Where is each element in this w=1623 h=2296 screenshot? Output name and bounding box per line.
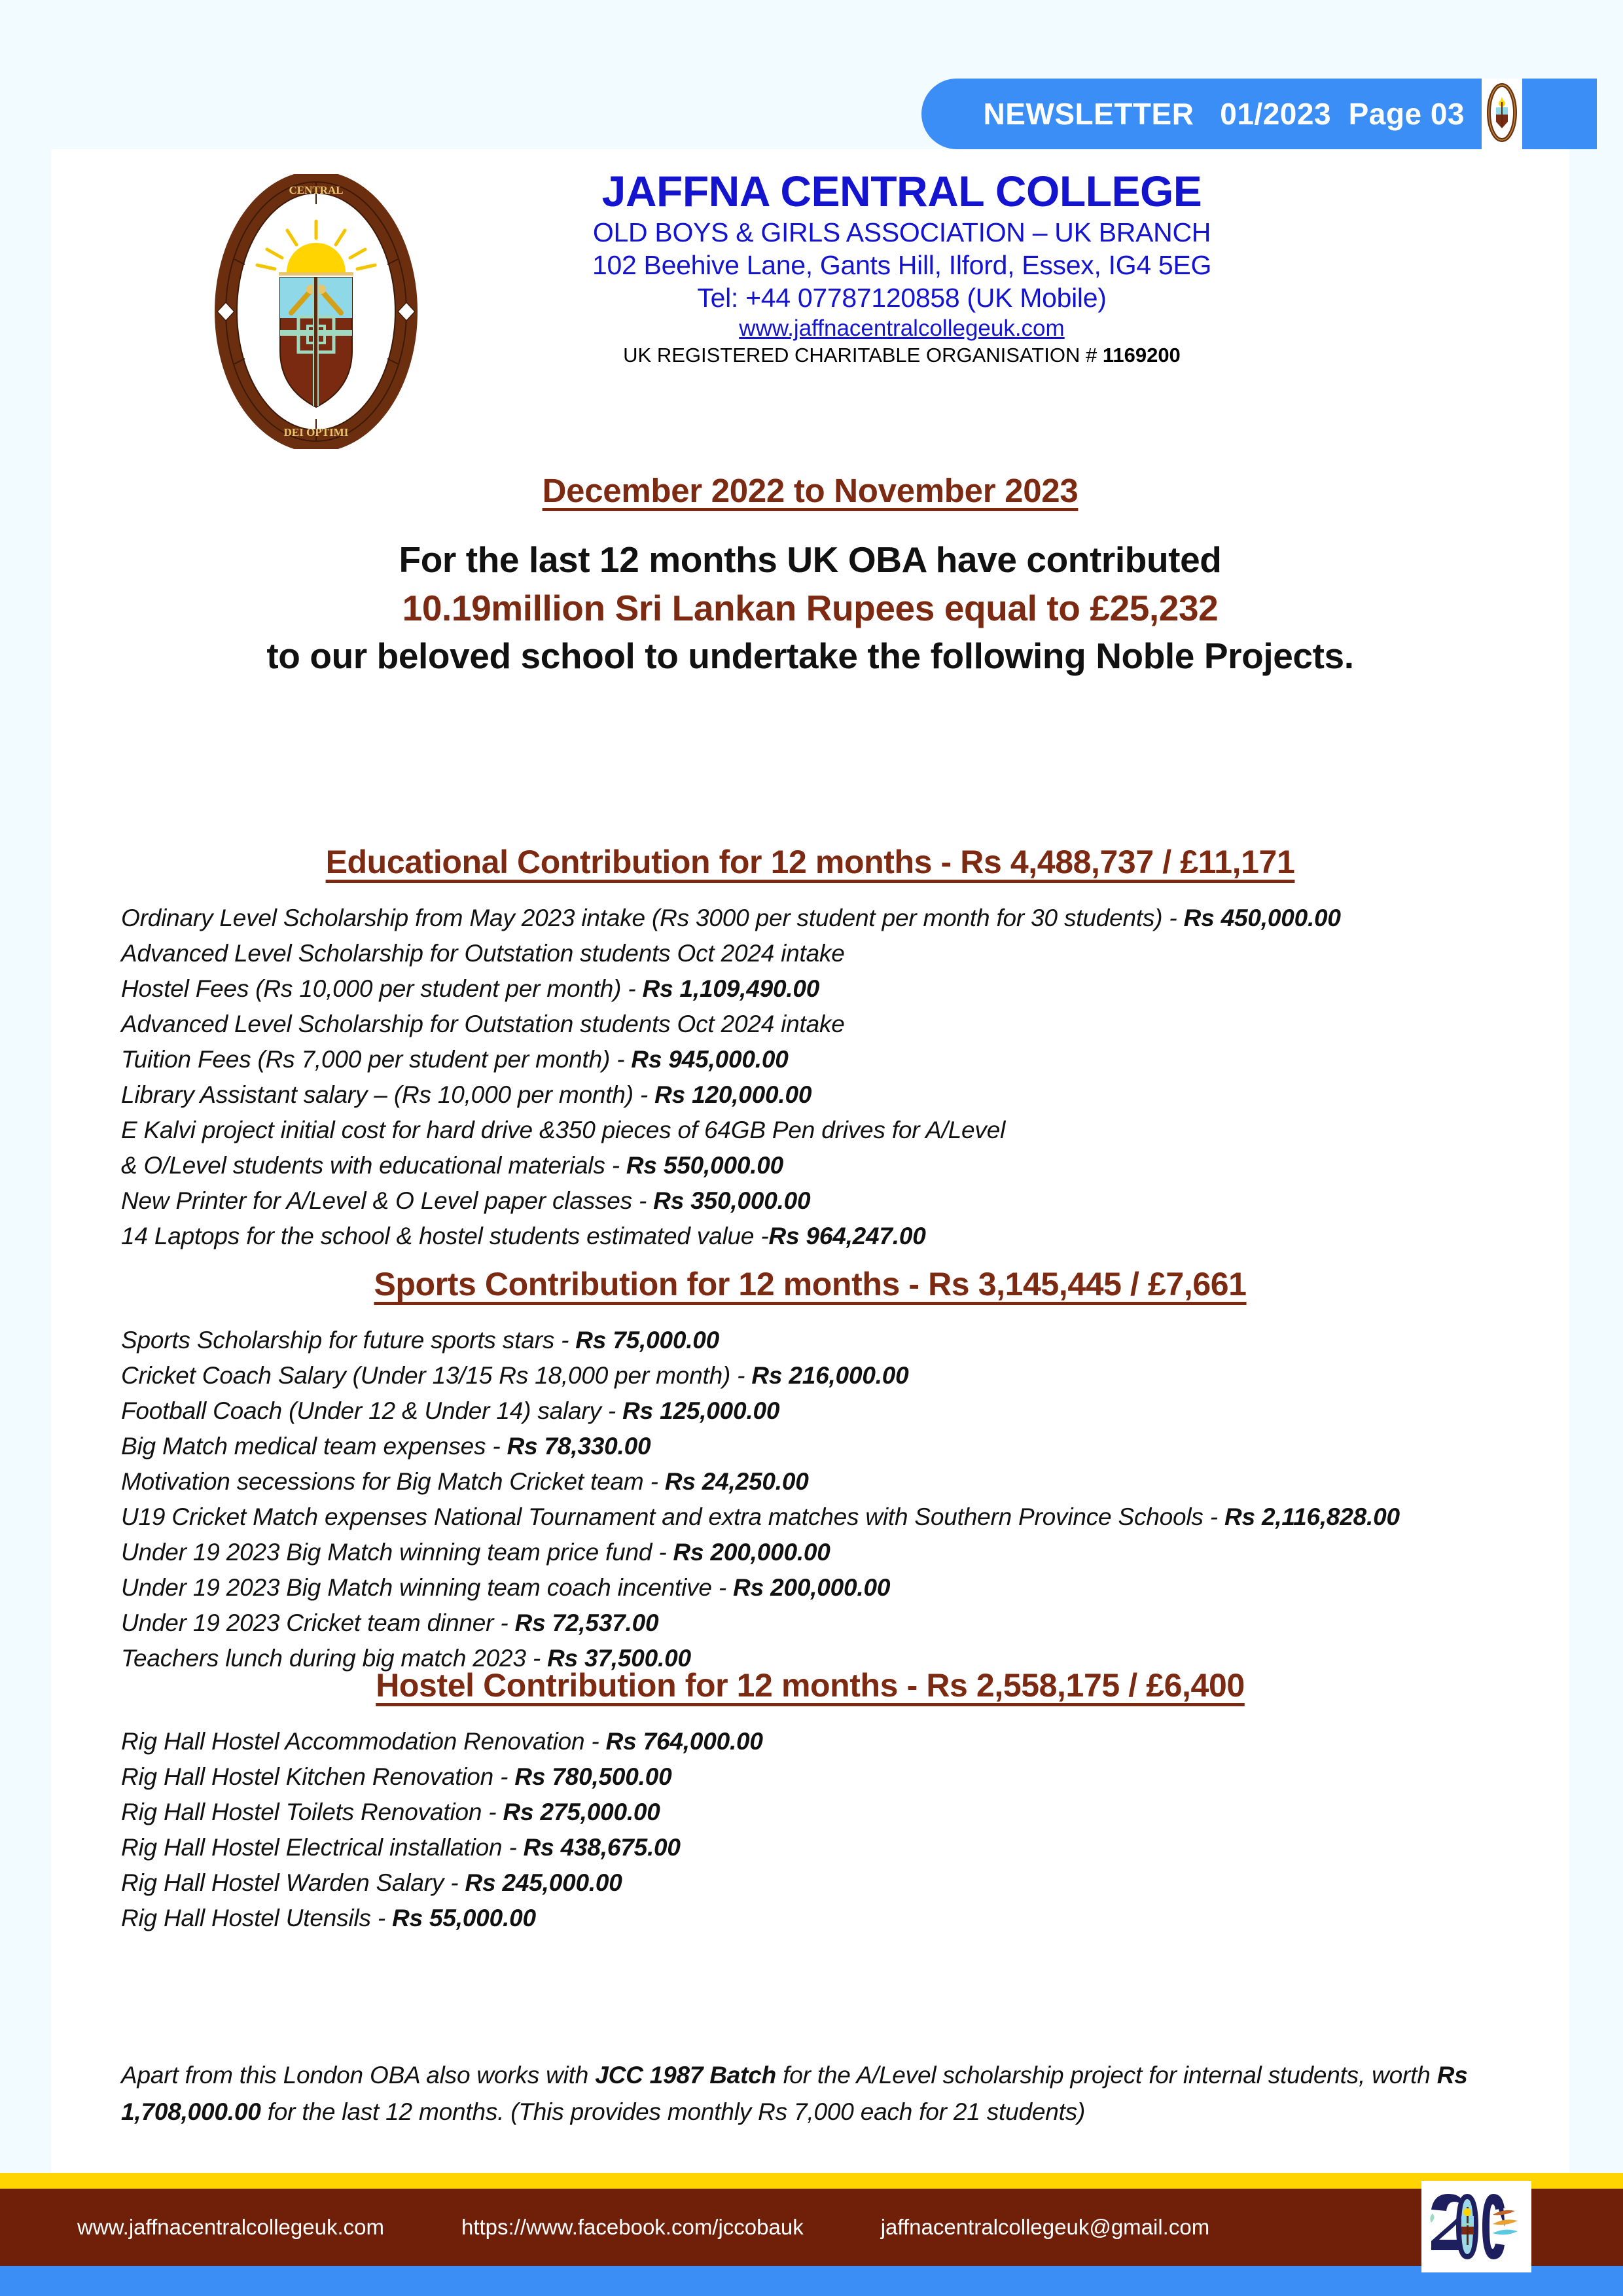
item-amount: Rs 72,537.00 — [514, 1609, 659, 1637]
item-amount: Rs 24,250.00 — [664, 1468, 809, 1496]
contribution-item — [121, 1724, 1569, 1759]
item-description: Library Assistant salary – (Rs 10,000 per month) - — [121, 1081, 655, 1109]
contribution-item — [121, 1570, 1569, 1605]
page-sheet — [51, 149, 1569, 2173]
closing-part-3: for the last 12 months. (This provides monthly Rs 7,000 each for 21 students) — [260, 2098, 1086, 2126]
intro-block — [51, 471, 1569, 681]
contribution-item — [121, 1759, 1569, 1795]
section-hostel — [51, 1666, 1569, 1936]
item-description: Rig Hall Hostel Electrical installation - — [121, 1834, 524, 1861]
item-amount: Rs 550,000.00 — [626, 1152, 784, 1179]
contribution-item — [121, 1499, 1569, 1535]
telephone-number: Tel: +44 07787120858 (UK Mobile) — [697, 282, 1107, 313]
item-description: Under 19 2023 Big Match winning team coach incentive - — [121, 1574, 734, 1602]
contribution-item — [121, 1113, 1569, 1148]
item-amount: Rs 2,116,828.00 — [1224, 1503, 1400, 1531]
item-description: Teachers lunch during big match 2023 - — [121, 1645, 548, 1672]
item-amount: Rs 200,000.00 — [733, 1574, 891, 1602]
banner-title: NEWSLETTER 01/2023 Page 03 — [983, 97, 1465, 131]
item-description: Rig Hall Hostel Toilets Renovation - — [121, 1799, 503, 1826]
contribution-item — [121, 1464, 1569, 1499]
item-description: & O/Level students with educational materials - — [121, 1152, 626, 1179]
section-items — [51, 1724, 1569, 1936]
item-amount: Rs 350,000.00 — [653, 1187, 811, 1215]
footer-facebook-link[interactable]: https://www.facebook.com/jccobauk — [461, 2215, 804, 2239]
item-description: Under 19 2023 Cricket team dinner - — [121, 1609, 515, 1637]
postal-address: 102 Beehive Lane, Gants Hill, Ilford, Essex, IG4 5EG — [592, 249, 1212, 280]
item-amount: Rs 945,000.00 — [631, 1046, 789, 1073]
contribution-item — [121, 1007, 1569, 1042]
intro-line-1: For the last 12 months UK OBA have contributed — [399, 539, 1222, 580]
item-description: Motivation secessions for Big Match Cricket team - — [121, 1468, 665, 1496]
college-crest-icon — [215, 174, 418, 449]
closing-bold-1: JCC 1987 Batch — [595, 2062, 777, 2089]
contribution-item — [121, 1323, 1569, 1358]
item-amount: Rs 75,000.00 — [575, 1327, 720, 1354]
footer-website-link[interactable]: www.jaffnacentralcollegeuk.com — [77, 2215, 384, 2239]
item-amount: Rs 78,330.00 — [507, 1433, 651, 1460]
contribution-item — [121, 1042, 1569, 1077]
footer-links — [77, 2189, 1412, 2266]
charity-number: 1169200 — [1102, 343, 1181, 367]
item-description: U19 Cricket Match expenses National Tournament and extra matches with Southern Province Schools - — [121, 1503, 1224, 1531]
closing-bold-2: Rs 1,708,000.00 — [121, 2062, 1468, 2126]
letterhead — [51, 161, 1569, 449]
section-title: Hostel Contribution for 12 months - Rs 2,558,175 / £6,400 — [376, 1667, 1245, 1704]
item-amount: Rs 37,500.00 — [547, 1645, 691, 1672]
section-title: Educational Contribution for 12 months - Rs 4,488,737 / £11,171 — [325, 844, 1295, 880]
section-sports — [51, 1265, 1569, 1676]
intro-line-3: to our beloved school to undertake the following Noble Projects. — [266, 636, 1354, 677]
item-description: Hostel Fees (Rs 10,000 per student per month) - — [121, 975, 643, 1003]
contribution-item — [121, 1605, 1569, 1641]
website-link[interactable]: www.jaffnacentralcollegeuk.com — [739, 315, 1065, 341]
contribution-item — [121, 1429, 1569, 1464]
contribution-item — [121, 936, 1569, 971]
contribution-item — [121, 1358, 1569, 1393]
bicentenary-200-logo-icon — [1421, 2181, 1531, 2272]
contribution-item — [121, 901, 1569, 936]
item-amount: Rs 245,000.00 — [465, 1869, 622, 1897]
item-description: Sports Scholarship for future sports stars - — [121, 1327, 576, 1354]
item-description: Advanced Level Scholarship for Outstation students Oct 2024 intake — [121, 940, 845, 967]
section-items — [51, 1323, 1569, 1676]
closing-part-1: Apart from this London OBA also works with — [121, 2062, 596, 2089]
item-description: Under 19 2023 Big Match winning team price fund - — [121, 1539, 673, 1566]
svg-text:DEI OPTIMI: DEI OPTIMI — [283, 426, 349, 439]
association-name: OLD BOYS & GIRLS ASSOCIATION – UK BRANCH — [592, 217, 1211, 247]
section-items — [51, 901, 1569, 1254]
item-amount: Rs 216,000.00 — [751, 1362, 909, 1390]
contribution-item — [121, 1077, 1569, 1113]
contribution-item — [121, 1795, 1569, 1830]
item-amount: Rs 964,247.00 — [768, 1223, 926, 1250]
intro-line-2: 10.19million Sri Lankan Rupees equal to £25,232 — [402, 587, 1219, 628]
banner-pill — [921, 79, 1482, 149]
banner-tail — [1522, 79, 1597, 149]
item-amount: Rs 120,000.00 — [654, 1081, 812, 1109]
charity-label: UK REGISTERED CHARITABLE ORGANISATION # — [623, 343, 1103, 367]
contribution-item — [121, 971, 1569, 1007]
item-description: Big Match medical team expenses - — [121, 1433, 507, 1460]
item-description: Rig Hall Hostel Warden Salary - — [121, 1869, 465, 1897]
college-name: JAFFNA CENTRAL COLLEGE — [601, 167, 1202, 215]
contribution-item — [121, 1183, 1569, 1219]
contribution-item — [121, 1219, 1569, 1254]
item-description: Cricket Coach Salary (Under 13/15 Rs 18,000 per month) - — [121, 1362, 752, 1390]
item-description: Rig Hall Hostel Utensils - — [121, 1905, 393, 1932]
item-amount: Rs 764,000.00 — [605, 1728, 763, 1755]
item-amount: Rs 438,675.00 — [523, 1834, 681, 1861]
organisation-details — [444, 168, 1360, 368]
contribution-item — [121, 1148, 1569, 1183]
contribution-item — [121, 1865, 1569, 1901]
closing-part-2: for the A/Level scholarship project for internal students, worth — [776, 2062, 1437, 2089]
footer-blue-band — [0, 2266, 1623, 2296]
item-amount: Rs 780,500.00 — [514, 1763, 672, 1791]
item-description: Rig Hall Hostel Kitchen Renovation - — [121, 1763, 515, 1791]
svg-text:CENTRAL: CENTRAL — [289, 184, 344, 196]
item-description: Ordinary Level Scholarship from May 2023 intake (Rs 3000 per student per month for 30 students) - — [121, 905, 1184, 931]
footer-yellow-band — [0, 2173, 1623, 2189]
item-description: Football Coach (Under 12 & Under 14) salary - — [121, 1397, 623, 1425]
item-description: Advanced Level Scholarship for Outstation students Oct 2024 intake — [121, 1011, 845, 1038]
contribution-item — [121, 1830, 1569, 1865]
item-description: New Printer for A/Level & O Level paper classes - — [121, 1187, 654, 1215]
contribution-item — [121, 1393, 1569, 1429]
contribution-item — [121, 1901, 1569, 1936]
item-amount: Rs 125,000.00 — [622, 1397, 780, 1425]
newsletter-banner — [921, 79, 1597, 149]
banner-crest-box — [1482, 79, 1522, 149]
item-amount: Rs 55,000.00 — [392, 1905, 536, 1932]
item-description: Tuition Fees (Rs 7,000 per student per month) - — [121, 1046, 632, 1073]
item-amount: Rs 200,000.00 — [673, 1539, 830, 1566]
item-amount: Rs 275,000.00 — [503, 1799, 660, 1826]
item-description: E Kalvi project initial cost for hard drive &350 pieces of 64GB Pen drives for A/Level — [121, 1117, 1006, 1144]
contribution-item — [121, 1535, 1569, 1570]
section-title: Sports Contribution for 12 months - Rs 3,145,445 / £7,661 — [374, 1266, 1247, 1302]
item-description: Rig Hall Hostel Accommodation Renovation - — [121, 1728, 606, 1755]
item-amount: Rs 1,109,490.00 — [642, 975, 820, 1003]
item-amount: Rs 450,000.00 — [1183, 905, 1341, 931]
item-description: 14 Laptops for the school & hostel students estimated value - — [121, 1223, 769, 1250]
footer-email-link[interactable]: jaffnacentralcollegeuk@gmail.com — [880, 2215, 1210, 2239]
charity-registration — [444, 343, 1360, 368]
college-crest-icon — [1487, 82, 1517, 146]
period-heading: December 2022 to November 2023 — [542, 472, 1079, 509]
closing-note — [121, 2057, 1528, 2130]
section-educational — [51, 843, 1569, 1254]
